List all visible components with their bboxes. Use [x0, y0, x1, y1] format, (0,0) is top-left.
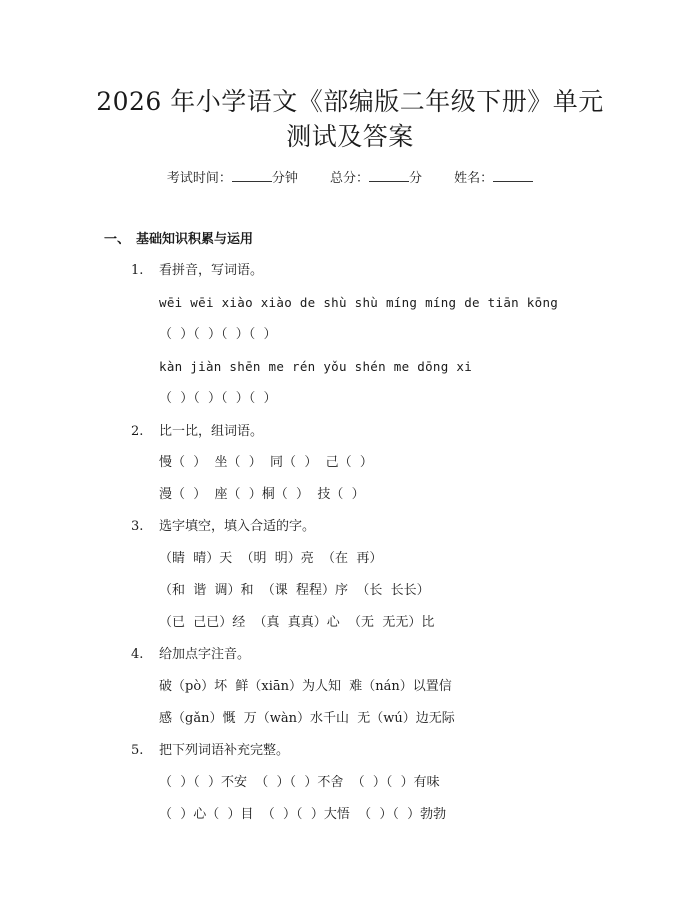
question-prompt: 比一比，组词语。 [159, 424, 264, 439]
document-title-line1: 2026 年小学语文《部编版二年级下册》单元 [96, 87, 604, 116]
pinyin-line: wēi wēi xiào xiào de shù shù míng míng de tiān kōng [159, 295, 559, 310]
section-title: 基础知识积累与运用 [136, 232, 254, 247]
name-blank [493, 169, 533, 182]
question-line: 漫（ ） 座（ ）桐（ ） 技（ ） [159, 487, 365, 502]
total-score-label: 总分： [329, 171, 369, 186]
question-prompt: 选字填空，填入合适的字。 [159, 519, 316, 534]
question-line: （睛 晴）天 （明 明）亮 （在 再） [159, 551, 383, 566]
exam-time-unit: 分钟 [271, 171, 298, 186]
total-score-blank [369, 169, 409, 182]
question-line: （ ）（ ）不安 （ ）（ ）不舍 （ ）（ ）有味 [159, 775, 440, 790]
question-prompt: 看拼音，写词语。 [159, 263, 264, 278]
document-title-line2: 测试及答案 [286, 122, 414, 151]
answer-blanks-line: （ ）（ ）（ ）（ ） [159, 391, 277, 406]
section-heading [104, 231, 253, 249]
question-line: （ ）心（ ）目 （ ）（ ）大悟 （ ）（ ）勃勃 [159, 807, 447, 822]
question-line: 慢（ ） 坐（ ） 同（ ） 己（ ） [159, 455, 373, 470]
exam-time-blank [232, 169, 272, 182]
question-prompt: 把下列词语补充完整。 [159, 743, 290, 758]
question-number: 4. [131, 647, 144, 662]
total-score-field [330, 169, 422, 188]
question-line: （已 己已）经 （真 真真）心 （无 无无）比 [159, 615, 435, 630]
exam-time-field [167, 169, 298, 188]
question-number: 5. [131, 743, 144, 758]
question-line: （和 谐 调）和 （课 程程）序 （长 长长） [159, 583, 430, 598]
question-number: 1. [131, 263, 144, 278]
pinyin-line: kàn jiàn shēn me rén yǒu shén me dōng xi [159, 359, 473, 374]
question-number: 3. [131, 519, 144, 534]
question-line: 破（pò）坏 鲜（xiān）为人知 难（nán）以置信 [159, 679, 452, 694]
total-score-unit: 分 [409, 171, 423, 186]
question-line: 感（gǎn）慨 万（wàn）水千山 无（wú）边无际 [159, 711, 455, 726]
exam-info-row [0, 169, 700, 188]
question-prompt: 给加点字注音。 [159, 647, 251, 662]
name-field [454, 169, 533, 188]
question-number: 2. [131, 424, 144, 439]
answer-blanks-line: （ ）（ ）（ ）（ ） [159, 327, 277, 342]
name-label: 姓名： [454, 171, 494, 186]
exam-time-label: 考试时间： [166, 171, 232, 186]
section-number: 一、 [104, 232, 131, 247]
